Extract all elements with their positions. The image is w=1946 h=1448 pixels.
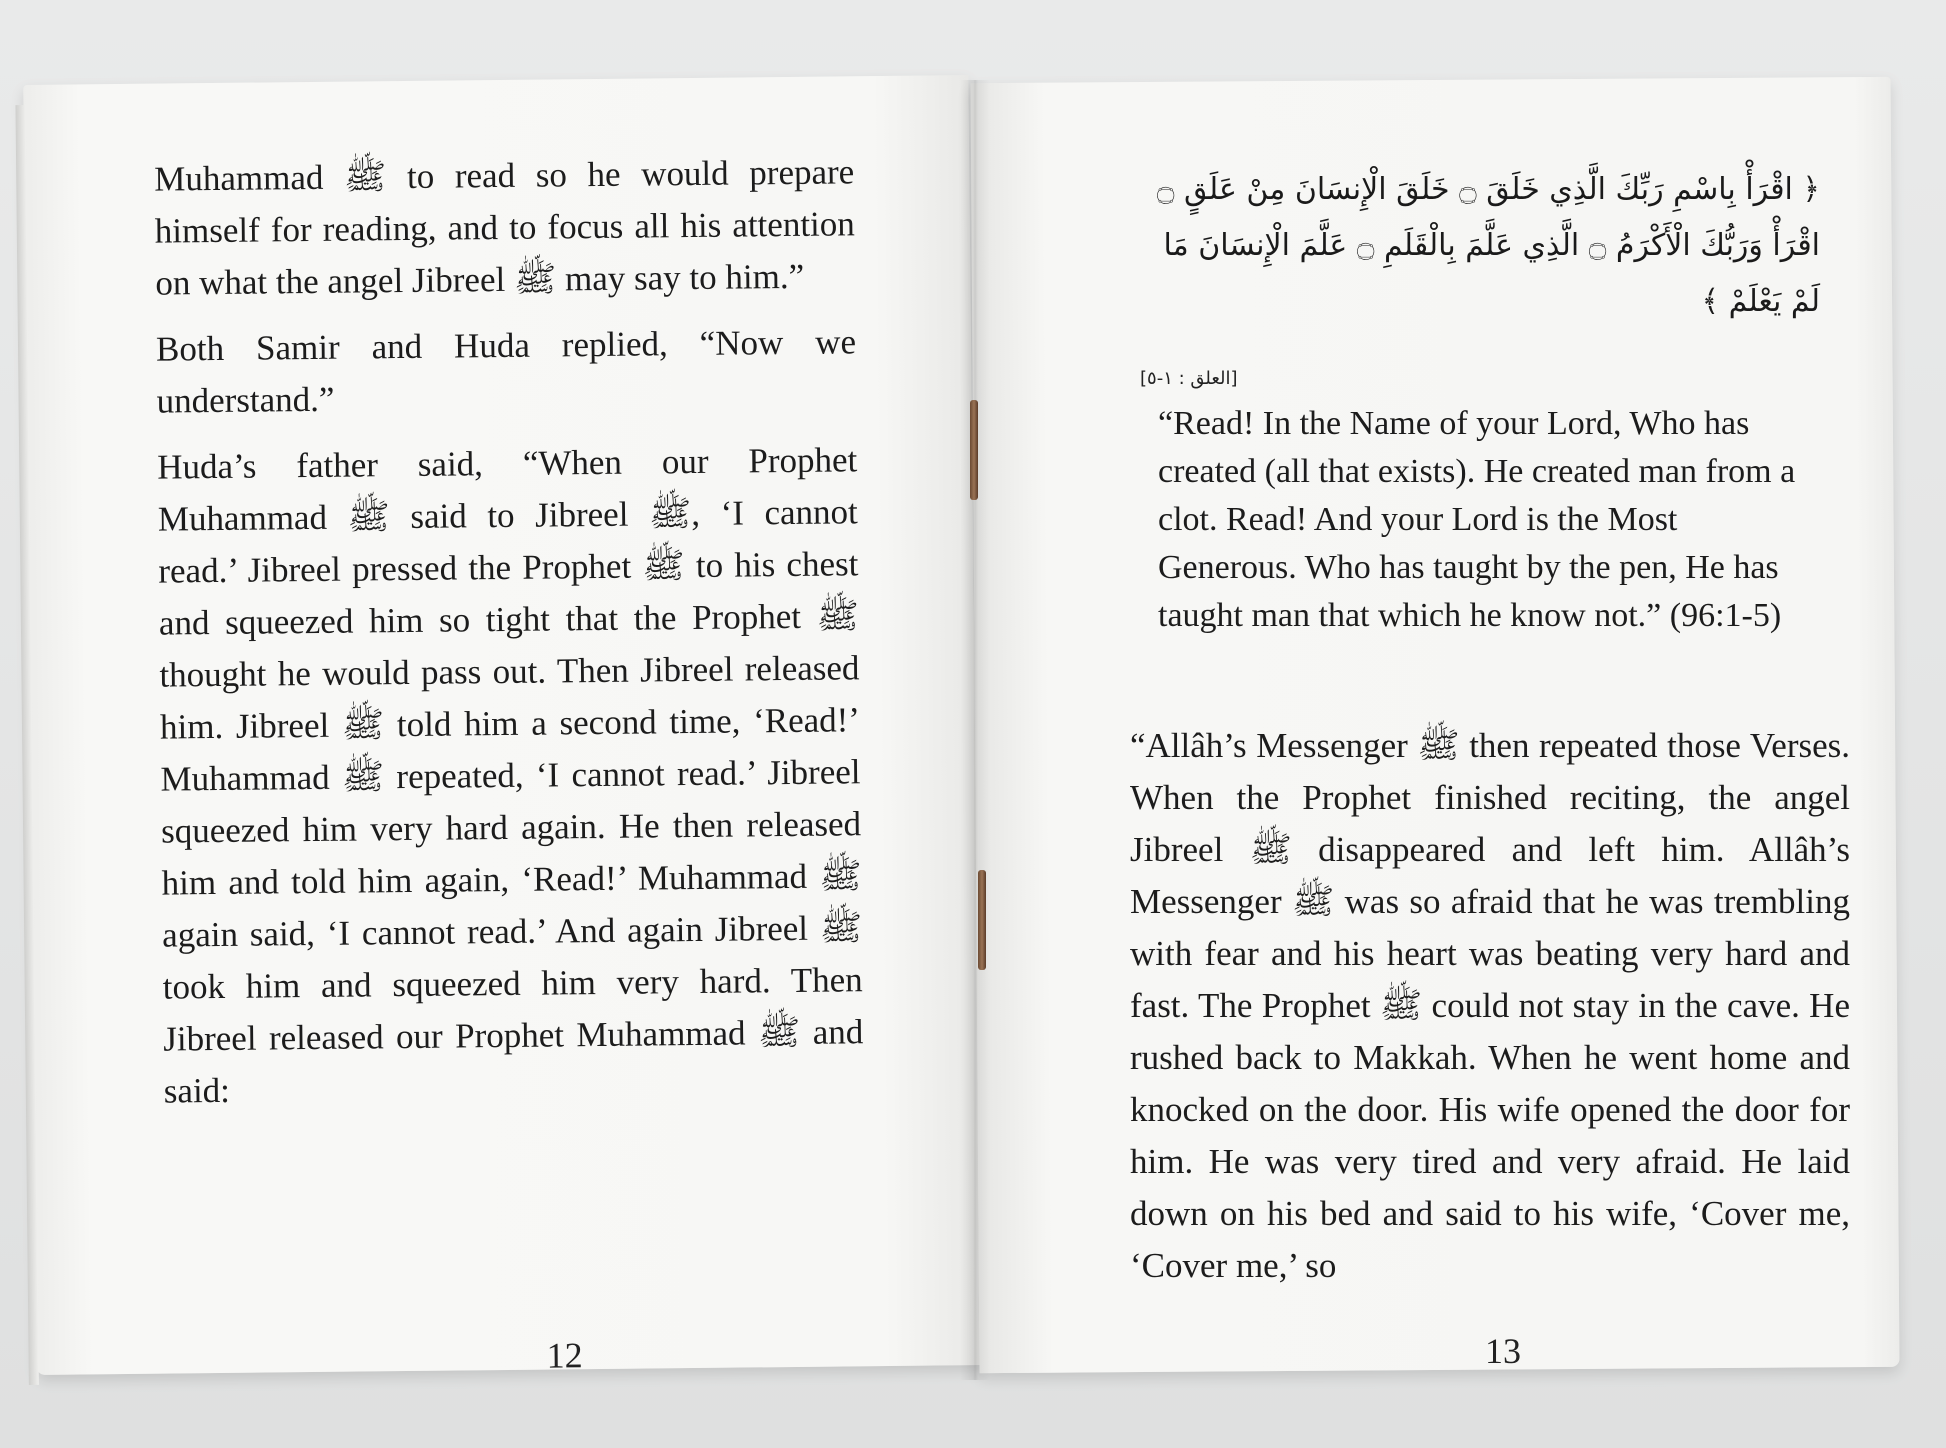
right-paragraph-1: “Allâh’s Messenger ﷺ then repeated those Verses. When the Prophet finished reciting, the angel Jibreel ﷺ disappeared and left him. Allâh’s Messenger ﷺ was so afraid that he was trembling with fear and his heart was beating very hard and fast. The Prophet ﷺ could not stay in the cave. He rushed back to Makkah. When he went home and knocked on the door. His wife opened the door for him. He was very tired and very afraid. He laid down on his bed and said to his wife, ‘Cover me, ‘Cover me,’ so	[1130, 726, 1851, 1285]
right-page-body	[1130, 720, 1850, 1306]
right-page-number: 13	[1485, 1331, 1521, 1371]
verse-translation: “Read! In the Name of your Lord, Who has created (all that exists). He created man from a clot. Read! And your Lord is the Most Generous. Who has taught by the pen, He has taught man that which he know not.” (96:1-5)	[1158, 405, 1796, 634]
open-booklet	[30, 80, 1920, 1380]
left-paragraph-2: Both Samir and Huda replied, “Now we understand.”	[155, 322, 857, 421]
page-edge-stack	[15, 105, 38, 1385]
staple-top	[970, 400, 978, 500]
left-page-number: 12	[546, 1335, 583, 1376]
verse-reference-arabic: [العلق : ١-٥]	[1140, 368, 1238, 389]
book-spine	[960, 80, 990, 1380]
quran-verse-arabic: ﴿ اقْرَأْ بِاسْمِ رَبِّكَ الَّذِي خَلَقَ ۝ خَلَقَ الْإِنسَانَ مِنْ عَلَقٍ ۝ اقْرَأْ وَرَبُّكَ الْأَكْرَمُ ۝ الَّذِي عَلَّمَ بِالْقَلَمِ ۝ عَلَّمَ الْإِنسَانَ مَا لَمْ يَعْلَمْ ﴾	[1156, 172, 1820, 319]
left-page	[23, 75, 981, 1375]
left-paragraph-3: Huda’s father said, “When our Prophet Muhammad ﷺ said to Jibreel ﷺ, ‘I cannot read.’ Jibreel pressed the Prophet ﷺ to his chest and squeezed him so tight that the Prophet ﷺ thought he would pass out. Then Jibreel released him. Jibreel ﷺ told him a second time, ‘Read!’ Muhammad ﷺ repeated, ‘I cannot read.’ Jibreel squeezed him very hard again. He then released him and told him again, ‘Read!’ Muhammad ﷺ again said, ‘I cannot read.’ And again Jibreel ﷺ took him and squeezed him very hard. Then Jibreel released our Prophet Muhammad ﷺ and said:	[157, 440, 864, 1111]
left-paragraph-1: Muhammad ﷺ to read so he would prepare himself for reading, and to focus all his attention on what the angel Jibreel ﷺ may say to him.”	[154, 152, 855, 303]
staple-bottom	[978, 870, 986, 970]
left-page-body	[154, 146, 864, 1131]
